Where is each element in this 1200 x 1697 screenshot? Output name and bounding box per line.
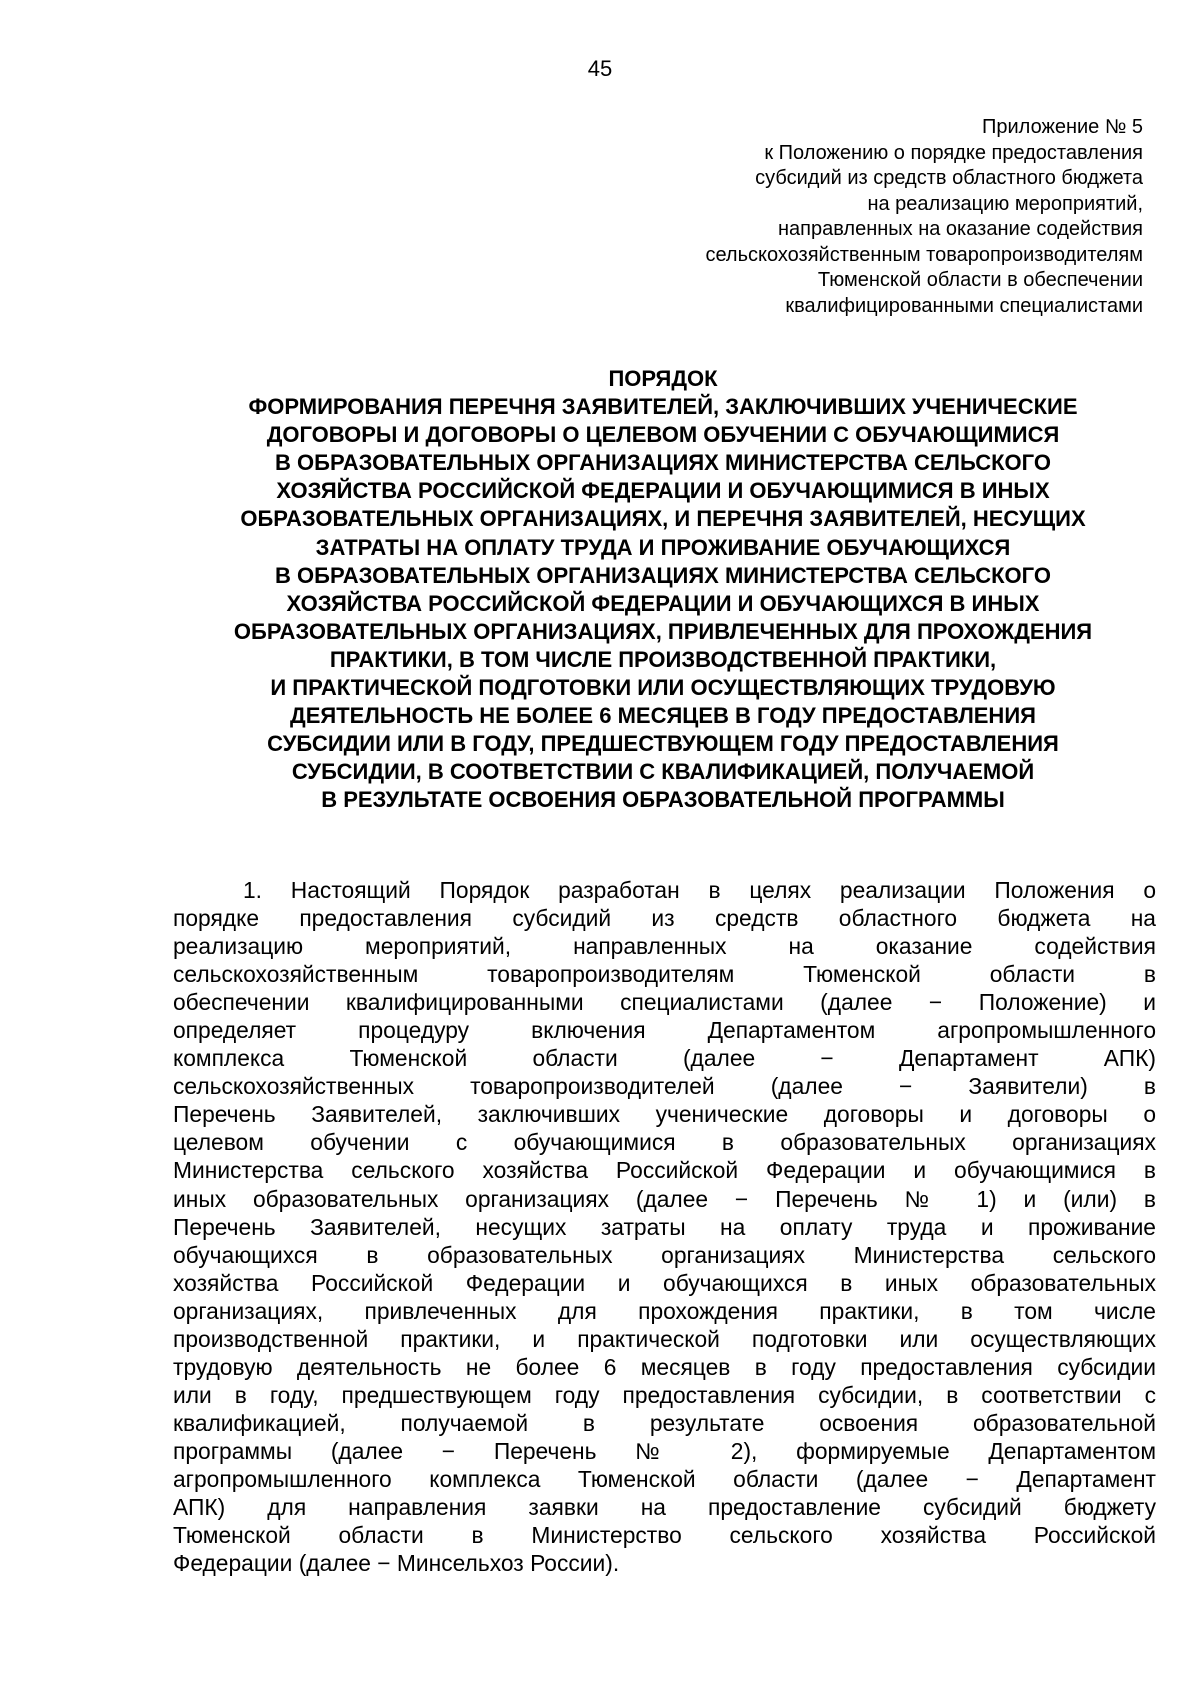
appendix-line: на реализацию мероприятий, (867, 192, 1143, 215)
appendix-line: направленных на оказание содействия (777, 218, 1143, 240)
paragraph-line: Перечень Заявителей, заключивших ученические договоры и договоры о (173, 1101, 1156, 1128)
paragraph-line: трудовую деятельность не более 6 месяцев в году предоставления субсидии (173, 1353, 1156, 1380)
paragraph-line: 1. Настоящий Порядок разработан в целях реализации Положения о (243, 877, 1156, 903)
paragraph-line: реализацию мероприятий, направленных на оказание содействия (173, 933, 1156, 960)
appendix-line: Приложение № 5 (982, 116, 1143, 138)
paragraph-line: определяет процедуру включения Департаментом агропромышленного (173, 1017, 1156, 1044)
paragraph-line: агропромышленного комплекса Тюменской области (далее − Департамент (173, 1465, 1156, 1492)
title-line: ОБРАЗОВАТЕЛЬНЫХ ОРГАНИЗАЦИЯХ, ПРИВЛЕЧЕННЫХ ДЛЯ ПРОХОЖДЕНИЯ (233, 618, 1093, 644)
paragraph-line: обучающихся в образовательных организациях Министерства сельского (173, 1241, 1156, 1268)
title-line: ХОЗЯЙСТВА РОССИЙСКОЙ ФЕДЕРАЦИИ И ОБУЧАЮЩИХСЯ В ИНЫХ (286, 590, 1040, 616)
title-line: В РЕЗУЛЬТАТЕ ОСВОЕНИЯ ОБРАЗОВАТЕЛЬНОЙ ПРОГРАММЫ (321, 787, 1005, 813)
title-line: ПОРЯДОК (608, 366, 718, 391)
paragraph-line: обеспечении квалифицированными специалистами (далее − Положение) и (173, 989, 1156, 1016)
paragraph-line: АПК) для направления заявки на предоставление субсидий бюджету (173, 1494, 1156, 1521)
paragraph-line: организациях, привлеченных для прохождения практики, в том числе (173, 1297, 1156, 1324)
title-line: ПРАКТИКИ, В ТОМ ЧИСЛЕ ПРОИЗВОДСТВЕННОЙ ПРАКТИКИ, (329, 646, 997, 672)
appendix-line: Тюменской области в обеспечении (817, 269, 1143, 291)
page-number: 45 (587, 56, 613, 81)
paragraph-line: Перечень Заявителей, несущих затраты на оплату труда и проживание (173, 1213, 1156, 1240)
paragraph-line: Тюменской области в Министерство сельского хозяйства Российской (173, 1522, 1156, 1549)
title-line: В ОБРАЗОВАТЕЛЬНЫХ ОРГАНИЗАЦИЯХ МИНИСТЕРСТВА СЕЛЬСКОГО (275, 450, 1051, 476)
paragraph-line: или в году, предшествующем году предоставления субсидии, в соответствии с (173, 1381, 1156, 1408)
appendix-reference (523, 115, 1143, 319)
paragraph-line: сельскохозяйственным товаропроизводителям Тюменской области в (173, 961, 1156, 988)
title-line: ДЕЯТЕЛЬНОСТЬ НЕ БОЛЕЕ 6 МЕСЯЦЕВ В ГОДУ ПРЕДОСТАВЛЕНИЯ (290, 703, 1036, 729)
paragraph-line: Федерации (далее − Минсельхоз России). (173, 1550, 620, 1577)
paragraph-1 (173, 876, 1156, 1577)
paragraph-line: порядке предоставления субсидий из средств областного бюджета на (173, 905, 1156, 932)
paragraph-line: целевом обучении с обучающимися в образовательных организациях (173, 1129, 1156, 1156)
title-line: В ОБРАЗОВАТЕЛЬНЫХ ОРГАНИЗАЦИЯХ МИНИСТЕРСТВА СЕЛЬСКОГО (275, 562, 1051, 588)
title-line: ОБРАЗОВАТЕЛЬНЫХ ОРГАНИЗАЦИЯХ, И ПЕРЕЧНЯ ЗАЯВИТЕЛЕЙ, НЕСУЩИХ (240, 506, 1086, 532)
appendix-line: к Положению о порядке предоставления (764, 141, 1143, 164)
paragraph-line: комплекса Тюменской области (далее − Департамент АПК) (173, 1045, 1156, 1072)
document-title (170, 365, 1156, 815)
paragraph-line: Министерства сельского хозяйства Российской Федерации и обучающимися в (173, 1157, 1156, 1184)
paragraph-line: сельскохозяйственных товаропроизводителей (далее − Заявители) в (173, 1073, 1156, 1100)
paragraph-line: хозяйства Российской Федерации и обучающихся в иных образовательных (173, 1269, 1156, 1296)
appendix-line: сельскохозяйственным товаропроизводителям (705, 243, 1143, 266)
title-line: СУБСИДИИ, В СООТВЕТСТВИИ С КВАЛИФИКАЦИЕЙ, ПОЛУЧАЕМОЙ (291, 759, 1035, 785)
paragraph-line: производственной практики, и практической подготовки или осуществляющих (173, 1325, 1156, 1352)
appendix-line: субсидий из средств областного бюджета (755, 167, 1143, 189)
title-line: ДОГОВОРЫ И ДОГОВОРЫ О ЦЕЛЕВОМ ОБУЧЕНИИ С ОБУЧАЮЩИМИСЯ (266, 422, 1060, 448)
title-line: ФОРМИРОВАНИЯ ПЕРЕЧНЯ ЗАЯВИТЕЛЕЙ, ЗАКЛЮЧИВШИХ УЧЕНИЧЕСКИЕ (248, 394, 1078, 420)
paragraph-line: квалификацией, получаемой в результате освоения образовательной (173, 1409, 1156, 1436)
paragraph-line: иных образовательных организациях (далее − Перечень № 1) и (или) в (173, 1185, 1156, 1212)
title-line: И ПРАКТИЧЕСКОЙ ПОДГОТОВКИ ИЛИ ОСУЩЕСТВЛЯЮЩИХ ТРУДОВУЮ (270, 675, 1056, 701)
title-line: ХОЗЯЙСТВА РОССИЙСКОЙ ФЕДЕРАЦИИ И ОБУЧАЮЩИМИСЯ В ИНЫХ (276, 478, 1050, 504)
appendix-line: квалифицированными специалистами (785, 294, 1143, 317)
paragraph-line: программы (далее − Перечень № 2), формируемые Департаментом (173, 1437, 1156, 1464)
title-line: ЗАТРАТЫ НА ОПЛАТУ ТРУДА И ПРОЖИВАНИЕ ОБУЧАЮЩИХСЯ (315, 534, 1011, 560)
title-line: СУБСИДИИ ИЛИ В ГОДУ, ПРЕДШЕСТВУЮЩЕМ ГОДУ ПРЕДОСТАВЛЕНИЯ (267, 731, 1059, 757)
